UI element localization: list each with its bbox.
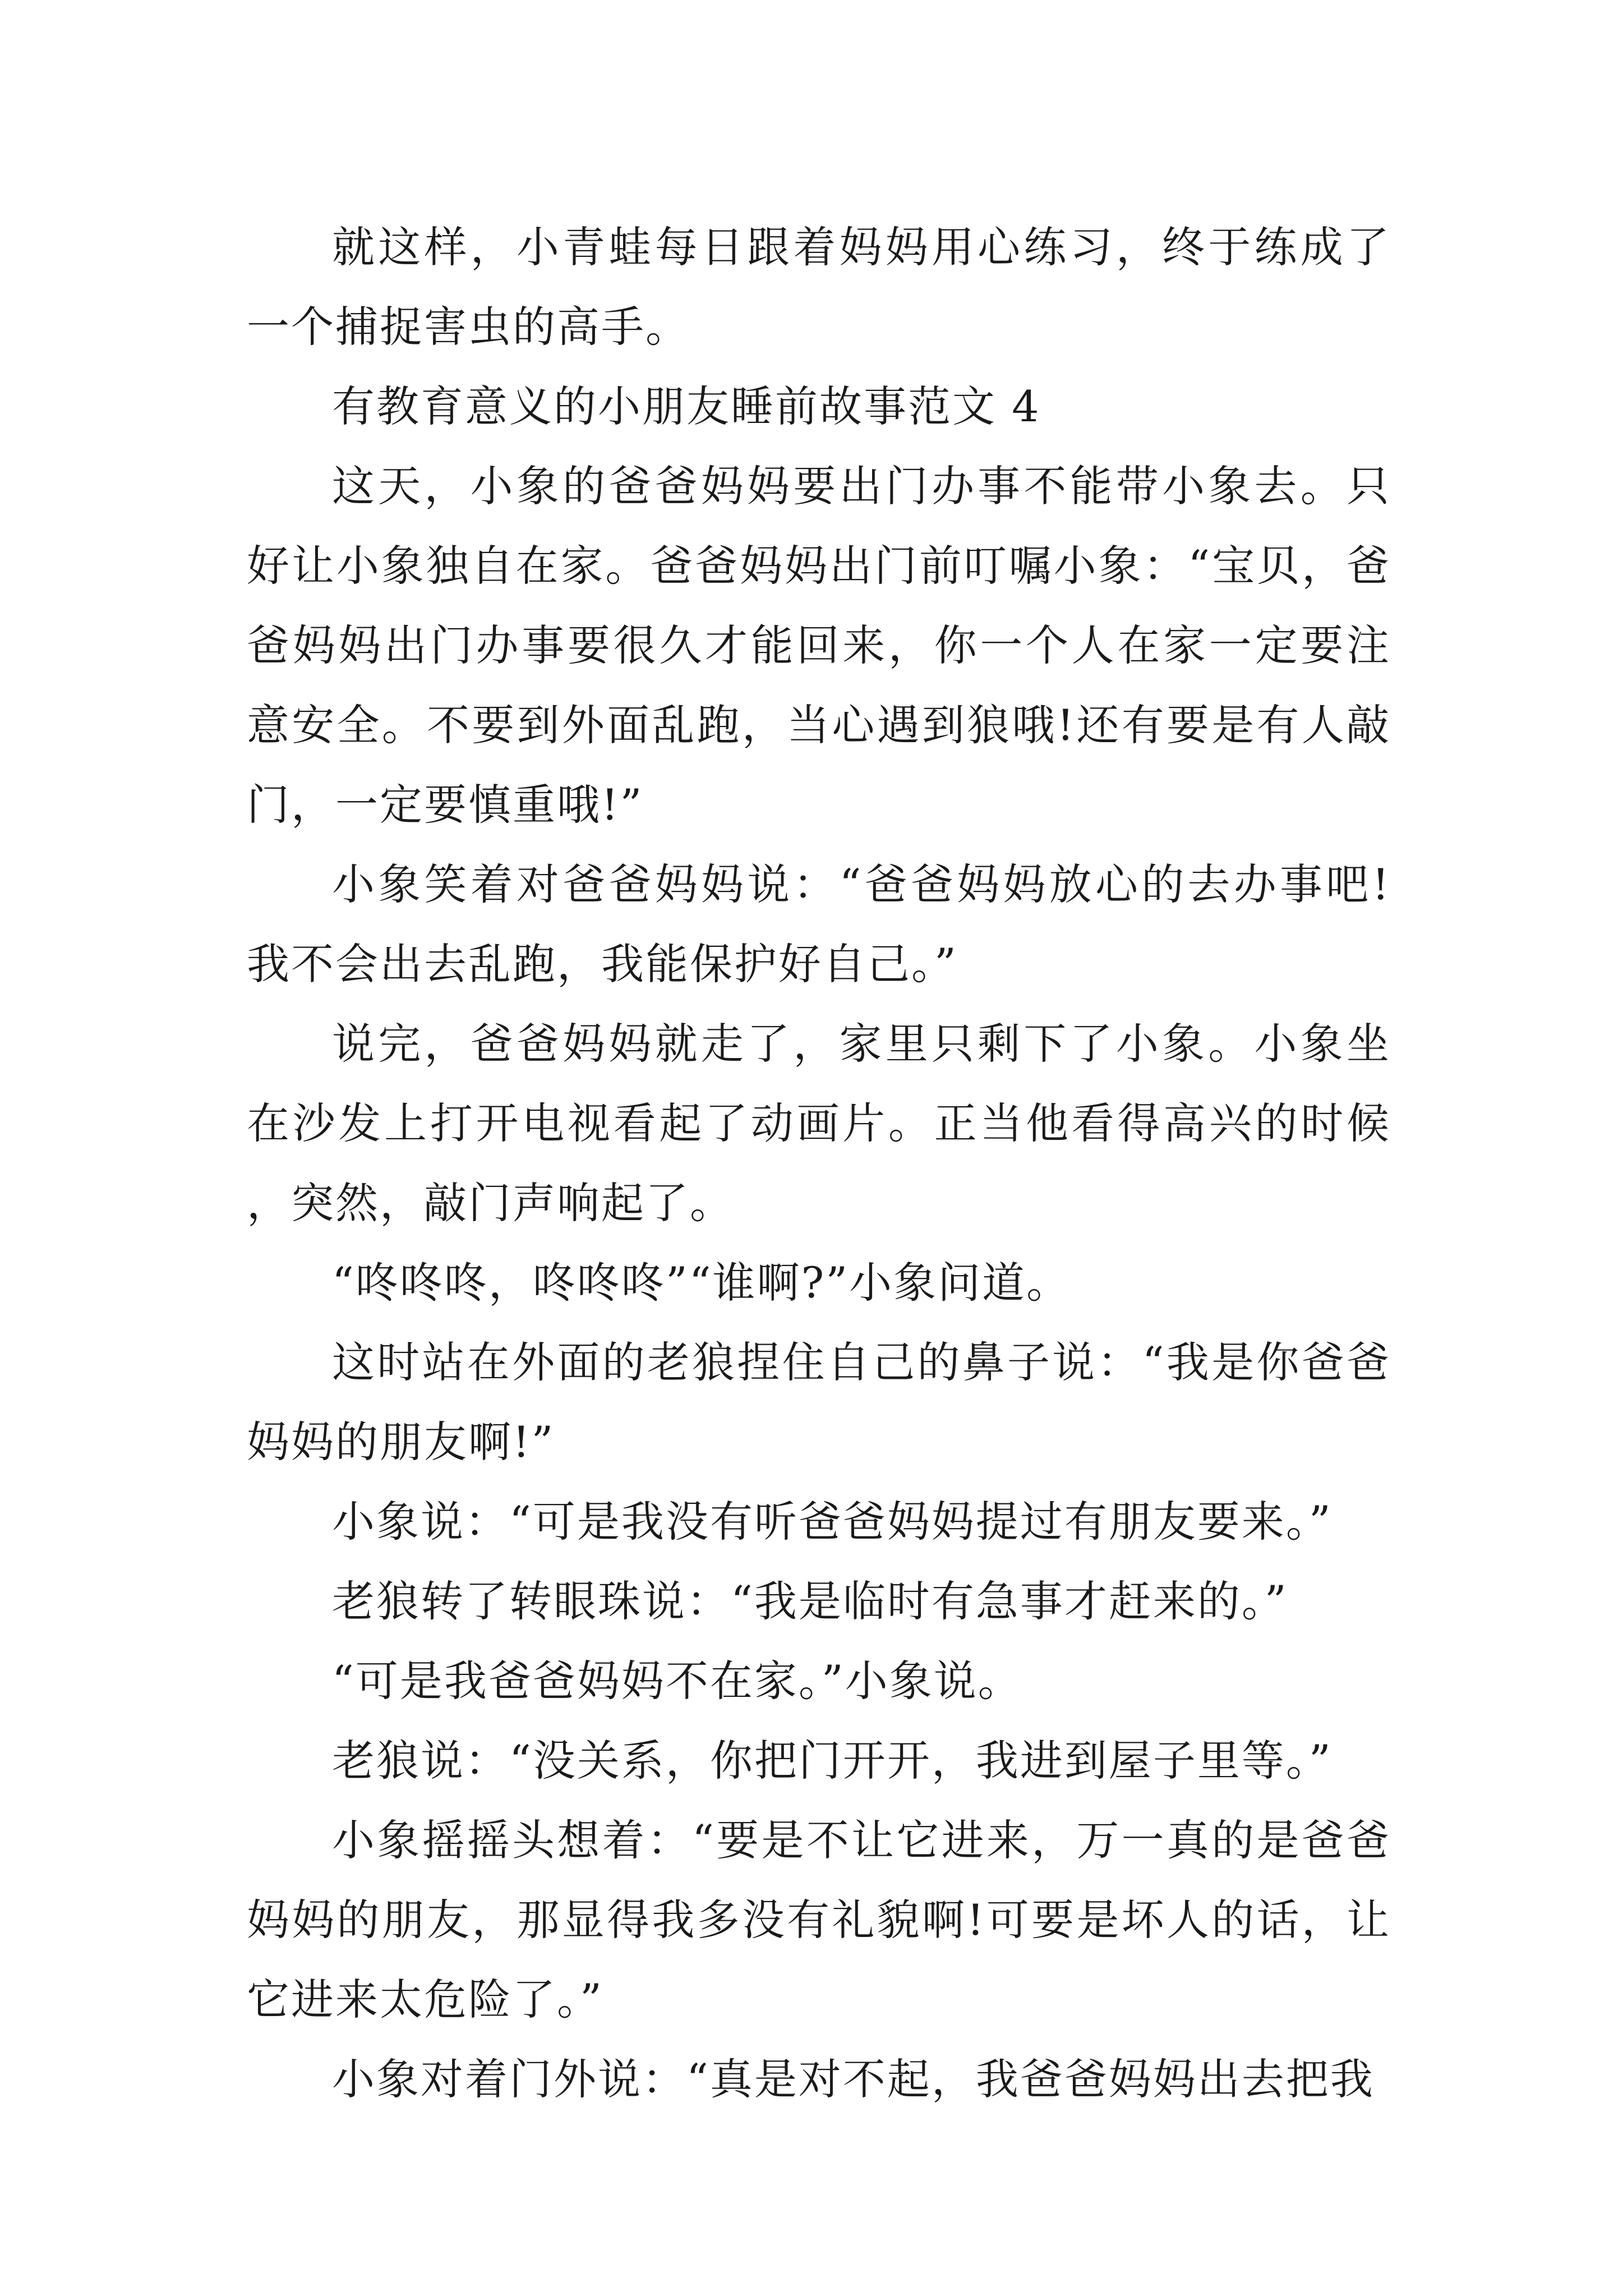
paragraph-text: 老狼转了转眼珠说：“我是临时有急事才赶来的。” <box>332 1576 1288 1626</box>
paragraph-text: 小象对着门外说：“真是对不起，我爸爸妈妈出去把我 <box>332 2054 1375 2104</box>
paragraph-text: 小象说：“可是我没有听爸爸妈妈提过有朋友要来。” <box>332 1497 1332 1547</box>
paragraph-text: 这天，小象的爸爸妈妈要出门办事不能带小象去。只好让小象独自在家。爸爸妈妈出门前叮嘱小象：“宝贝，爸爸妈妈出门办事要很久才能回来，你一个人在家一定要注意安全。不要到外面乱跑，当心遇到狼哦!还有要是有人敲门，一定要慎重哦!” <box>247 461 1391 830</box>
paragraph-text: 老狼说：“没关系，你把门开开，我进到屋子里等。” <box>332 1736 1332 1786</box>
paragraph-text: 小象摇摇头想着：“要是不让它进来，万一真的是爸爸妈妈的朋友，那显得我多没有礼貌啊!可要是坏人的话，让它进来太危险了。” <box>247 1815 1391 2024</box>
paragraph-text: “可是我爸爸妈妈不在家。”小象说。 <box>332 1656 1022 1706</box>
section-heading: 有教育意义的小朋友睡前故事范文 4 <box>332 381 1041 431</box>
paragraph-text: 就这样，小青蛙每日跟着妈妈用心练习，终于练成了一个捕捉害虫的高手。 <box>247 222 1391 352</box>
paragraph-text: 说完，爸爸妈妈就走了，家里只剩下了小象。小象坐在沙发上打开电视看起了动画片。正当他看得高兴的时候，突然，敲门声响起了。 <box>247 1019 1391 1228</box>
paragraph-text: 小象笑着对爸爸妈妈说：“爸爸妈妈放心的去办事吧!我不会出去乱跑，我能保护好自己。” <box>247 859 1391 989</box>
paragraph-text: 这时站在外面的老狼捏住自己的鼻子说：“我是你爸爸妈妈的朋友啊!” <box>247 1337 1391 1467</box>
paragraph-text: “咚咚咚，咚咚咚”“谁啊?”小象问道。 <box>332 1258 1071 1308</box>
document-body <box>247 208 1391 2119</box>
